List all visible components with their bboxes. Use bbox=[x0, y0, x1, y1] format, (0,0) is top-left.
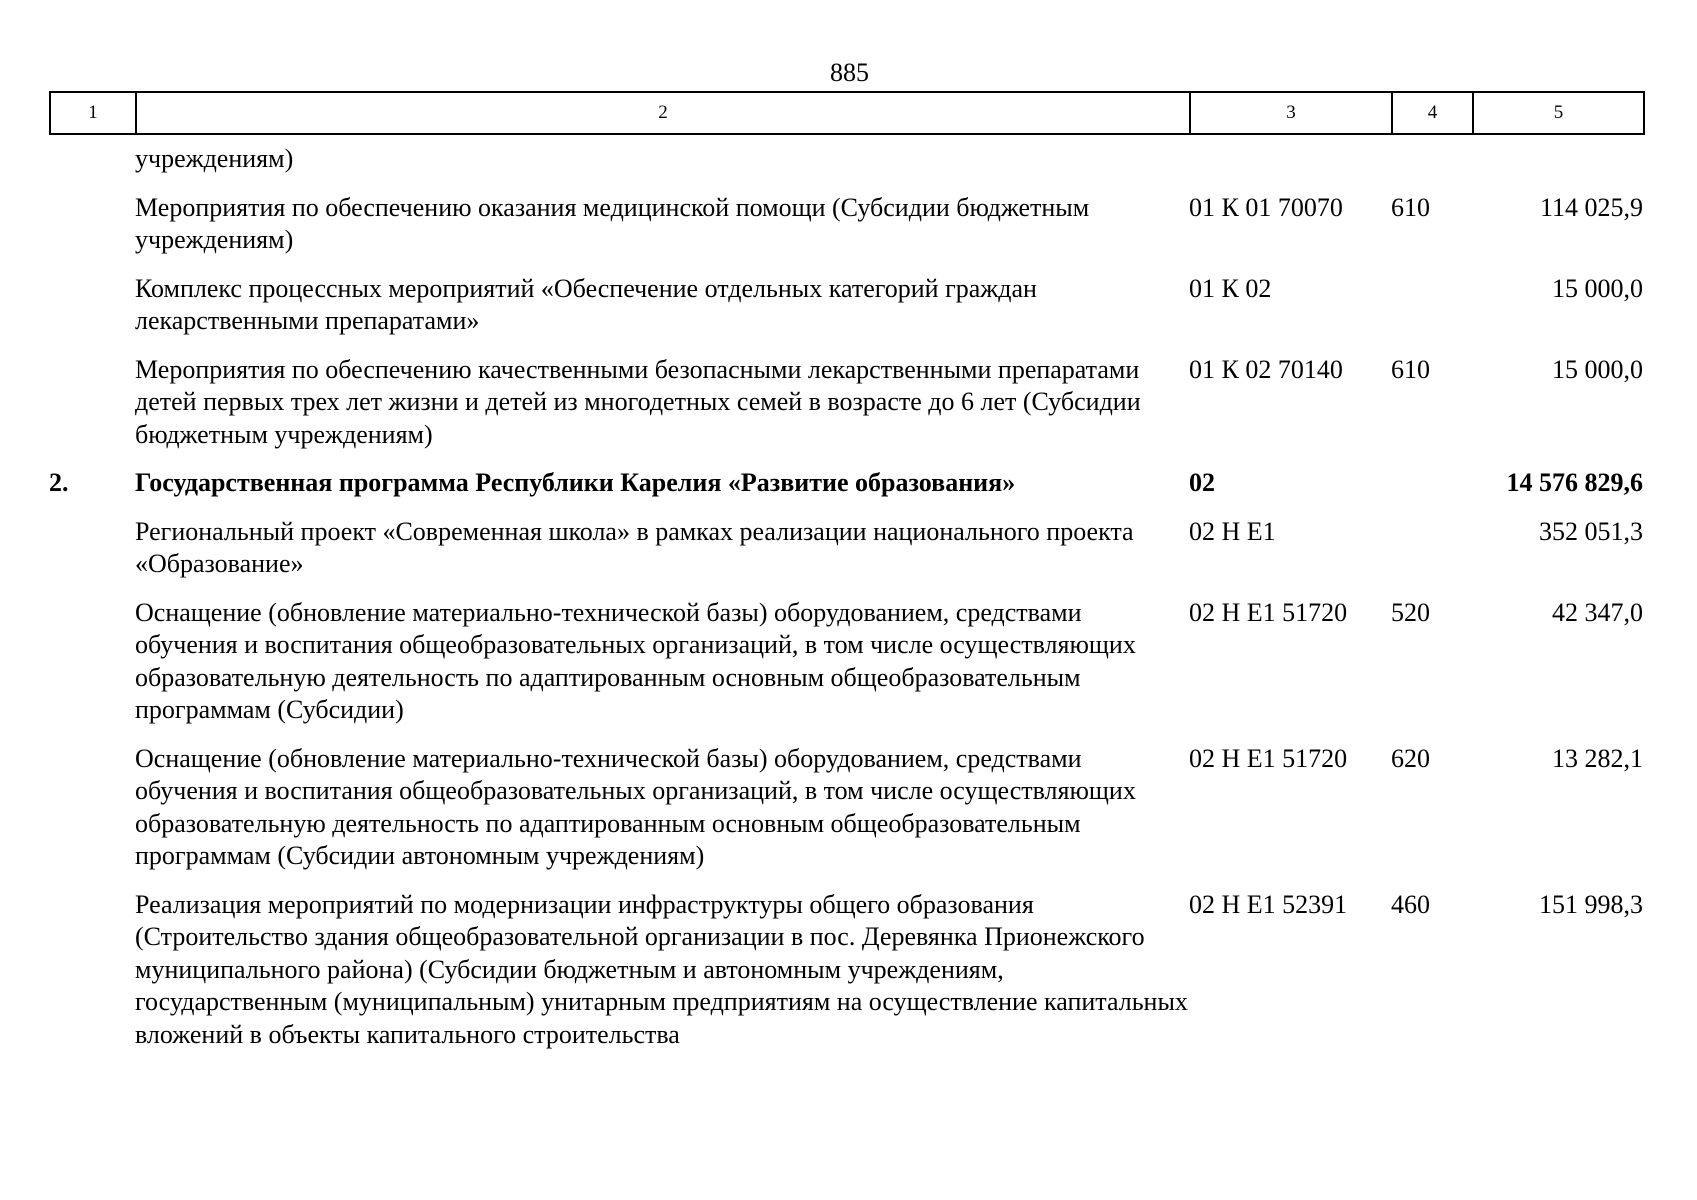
row-expense-type bbox=[1391, 467, 1472, 516]
row-description: Региональный проект «Современная школа» в рамках реализации национального проекта «Образование» bbox=[135, 516, 1134, 578]
row-number: 2. bbox=[49, 468, 69, 497]
row-number bbox=[49, 889, 135, 1068]
table-row bbox=[49, 467, 1643, 516]
row-code: 02 Н Е1 bbox=[1189, 516, 1276, 546]
row-amount: 42 347,0 bbox=[1552, 597, 1643, 627]
row-amount: 352 051,3 bbox=[1539, 516, 1643, 546]
row-expense-type bbox=[1391, 516, 1472, 597]
row-description: Мероприятия по обеспечению оказания медицинской помощи (Субсидии бюджетным учреждениям) bbox=[135, 192, 1090, 254]
row-expense-type: 610 bbox=[1391, 354, 1430, 384]
column-header-3: 3 bbox=[1190, 92, 1392, 134]
row-description: Оснащение (обновление материально-технической базы) оборудованием, средствами обучения и воспитания общеобразовательных организаций, в том числе осуществляющих образовательную деятельность по адаптированным основным общеобразовательным программам (Субсидии) bbox=[135, 597, 1136, 724]
row-expense-type: 620 bbox=[1391, 743, 1430, 773]
row-number bbox=[49, 192, 135, 273]
column-header-row bbox=[49, 91, 1645, 135]
row-amount: 13 282,1 bbox=[1552, 743, 1643, 773]
table-row bbox=[49, 273, 1643, 354]
row-number bbox=[49, 516, 135, 597]
row-number bbox=[49, 354, 135, 468]
table-row bbox=[49, 889, 1643, 1068]
row-number bbox=[49, 743, 135, 889]
row-number bbox=[49, 597, 135, 743]
row-code: 02 bbox=[1189, 468, 1215, 497]
row-expense-type: 460 bbox=[1391, 889, 1430, 919]
row-code: 01 К 02 70140 bbox=[1189, 354, 1343, 384]
row-code bbox=[1189, 135, 1391, 192]
row-amount: 14 576 829,6 bbox=[1506, 468, 1643, 497]
column-header-4: 4 bbox=[1392, 92, 1473, 134]
row-amount: 151 998,3 bbox=[1539, 889, 1643, 919]
row-expense-type bbox=[1391, 273, 1472, 354]
page-number: 885 bbox=[830, 58, 869, 87]
row-amount: 15 000,0 bbox=[1552, 354, 1643, 384]
row-expense-type bbox=[1391, 135, 1472, 192]
table-row bbox=[49, 192, 1643, 273]
row-amount bbox=[1472, 135, 1643, 192]
column-header-5: 5 bbox=[1473, 92, 1644, 134]
row-description: Мероприятия по обеспечению качественными безопасными лекарственными препаратами детей первых трех лет жизни и детей из многодетных семей в возрасте до 6 лет (Субсидии бюджетным учреждениям) bbox=[135, 354, 1141, 449]
row-description: Государственная программа Республики Карелия «Развитие образования» bbox=[135, 468, 1016, 497]
row-amount: 15 000,0 bbox=[1552, 273, 1643, 303]
table-row bbox=[49, 743, 1643, 889]
row-description: Комплекс процессных мероприятий «Обеспечение отдельных категорий граждан лекарственными препаратами» bbox=[135, 273, 1037, 335]
column-header-2: 2 bbox=[136, 92, 1190, 134]
row-expense-type: 610 bbox=[1391, 192, 1430, 222]
row-description: Оснащение (обновление материально-технической базы) оборудованием, средствами обучения и воспитания общеобразовательных организаций, в том числе осуществляющих образовательную деятельность по адаптированным основным общеобразовательным программам (Субсидии автономным учреждениям) bbox=[135, 743, 1136, 870]
row-code: 02 Н Е1 51720 bbox=[1189, 743, 1348, 773]
table-row bbox=[49, 516, 1643, 597]
row-code: 01 К 01 70070 bbox=[1189, 192, 1343, 222]
table-body bbox=[49, 135, 1643, 1067]
row-amount: 114 025,9 bbox=[1539, 192, 1643, 222]
row-description: Реализация мероприятий по модернизации инфраструктуры общего образования (Строительство здания общеобразовательной организации в пос. Деревянка Прионежского муниципального района) (Субсидии бюджетным и автономным учреждениям, государственным (муниципальным) унитарным предприятиям на осуществление капитальных вложений в объекты капитального строительства bbox=[135, 889, 1188, 1049]
row-description: учреждениям) bbox=[135, 144, 294, 173]
row-expense-type: 520 bbox=[1391, 597, 1430, 627]
table-row bbox=[49, 597, 1643, 743]
row-code: 02 Н Е1 52391 bbox=[1189, 889, 1348, 919]
budget-table bbox=[49, 91, 1643, 1067]
column-header-1: 1 bbox=[50, 92, 136, 134]
row-code: 01 К 02 bbox=[1189, 273, 1272, 303]
row-code: 02 Н Е1 51720 bbox=[1189, 597, 1348, 627]
row-number bbox=[49, 273, 135, 354]
table-row bbox=[49, 135, 1643, 192]
table-row bbox=[49, 354, 1643, 468]
table-rows bbox=[49, 135, 1643, 1067]
row-number bbox=[49, 135, 135, 192]
